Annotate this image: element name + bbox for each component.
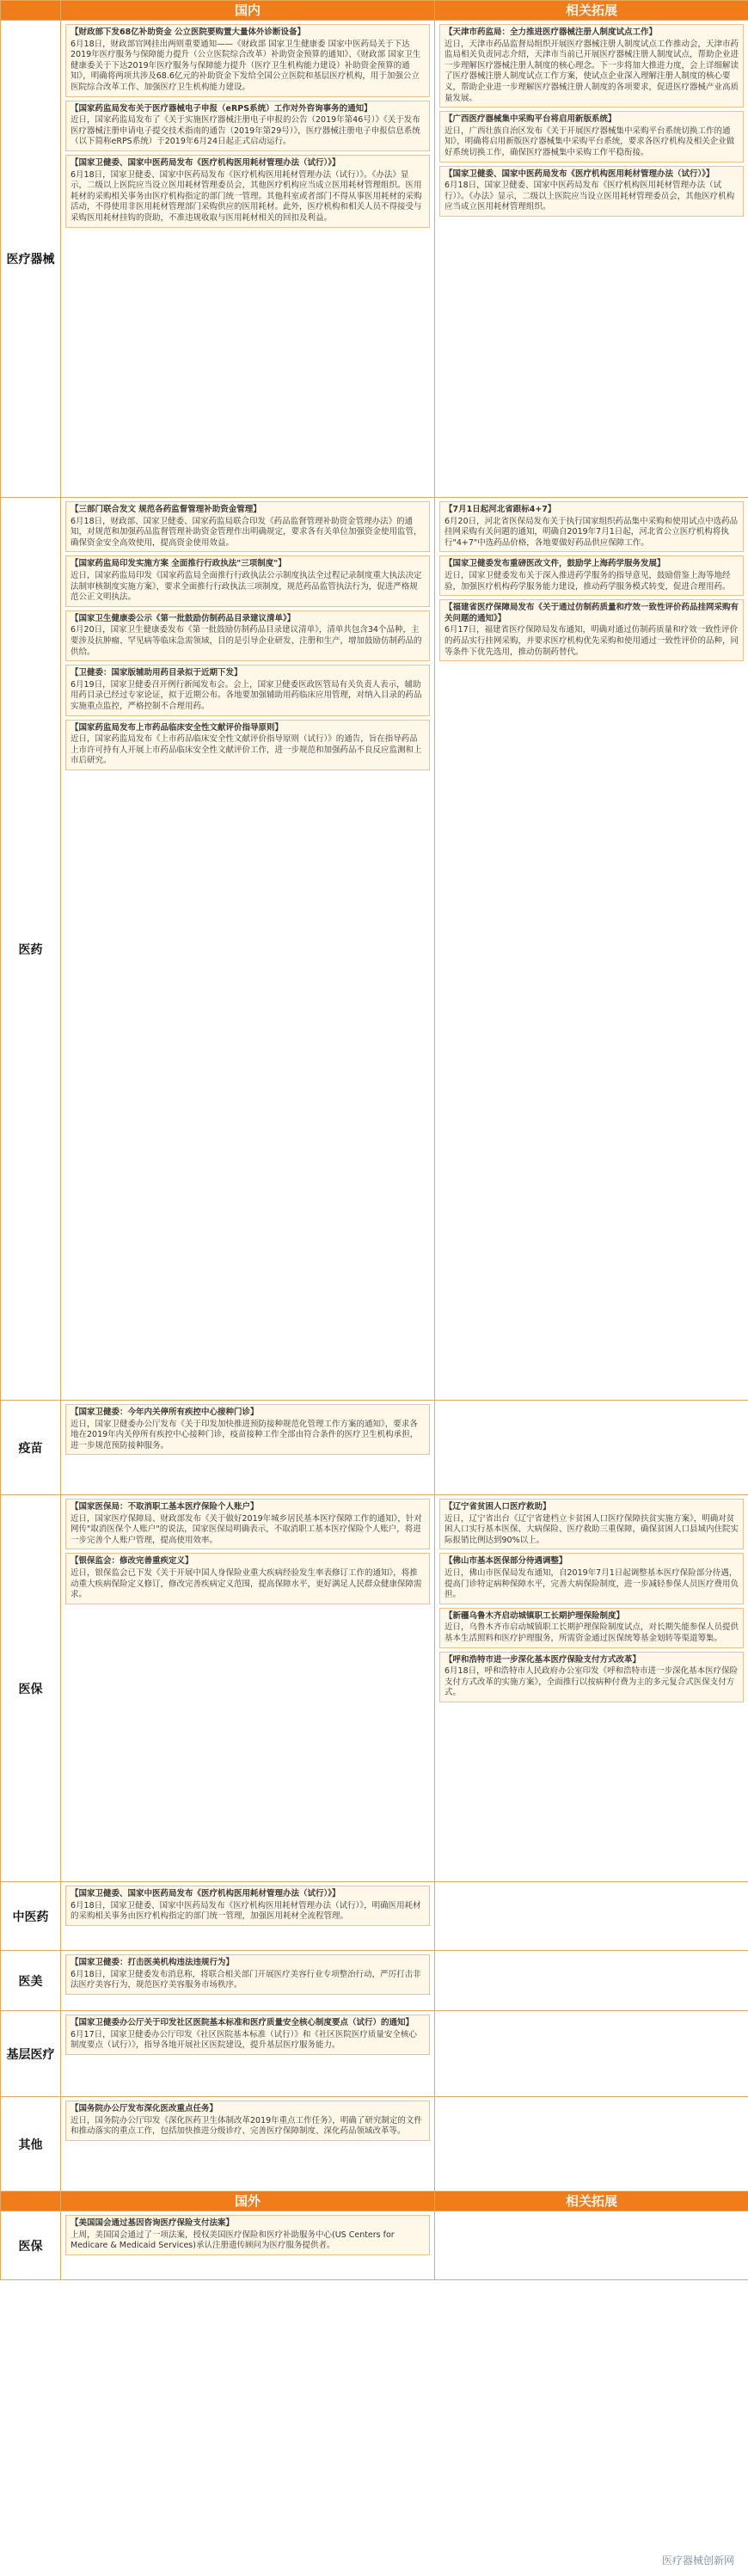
news-title: 【卫健委：国家版辅助用药目录拟于近期下发】 bbox=[71, 668, 242, 678]
table-header bbox=[1, 1, 748, 21]
news-item[interactable] bbox=[65, 155, 430, 228]
right-column bbox=[435, 1951, 748, 2011]
right-column bbox=[435, 1882, 748, 1951]
news-title: 【国家卫健委、国家中医药局发布《医疗机构医用耗材管理办法（试行）》】 bbox=[71, 1889, 340, 1898]
news-title: 【国务院办公厅发布深化医改重点任务】 bbox=[71, 2104, 218, 2113]
header-domestic: 国内 bbox=[61, 1, 435, 21]
news-body: 近日，国家药监局发布了《关于实施医疗器械注册电子申报的公告（2019年第46号）》《关于发布医疗器械注册申请电子提交技术指南的通告（2019年第29号）》，医疗器械注册电子申报信息系统（以下简称eRPS系统）于2019年6月24日起正式启动运行。 bbox=[71, 115, 420, 147]
news-title: 【国家药监局发布上市药品临床安全性文献评价指导原则】 bbox=[71, 722, 284, 733]
news-body: 6月18日，国家卫健委发布消息称，将联合相关部门开展医疗美容行业专项整治行动，严厉打击非法医疗美容行为，规范医疗美容服务市场秩序。 bbox=[71, 1969, 421, 1990]
news-title: 【美国国会通过基因咨询医疗保险支付法案】 bbox=[71, 2218, 235, 2228]
news-item[interactable] bbox=[439, 599, 744, 661]
news-body: 6月20日，国家卫生健康委发布《第一批鼓励仿制药品目录建议清单》，清单共包含34个品种，主要涉及抗肿瘤、罕见病等临床急需领域，目的是引导企业研发、注册和生产，增加鼓励仿制药品的供给。 bbox=[71, 625, 422, 657]
category-label: 医保 bbox=[1, 2211, 61, 2280]
news-title: 【佛山市基本医保部分待遇调整】 bbox=[445, 1556, 567, 1567]
news-item[interactable] bbox=[65, 610, 430, 661]
news-title: 【新疆乌鲁木齐启动城镇职工长期护理保险制度】 bbox=[445, 1610, 625, 1621]
news-body: 近日，国家药监局发布《上市药品临床安全性文献评价指导原则（试行）》的通告，旨在指导药品上市许可持有人开展上市药品临床安全性文献评价工作，进一步规范和加强药品不良反应监测和上市后研究。 bbox=[71, 734, 422, 766]
left-column bbox=[61, 1495, 435, 1882]
news-title: 【银保监会：修改完善重疾定义】 bbox=[71, 1556, 193, 1567]
news-item[interactable] bbox=[439, 555, 744, 596]
news-item[interactable] bbox=[439, 1652, 744, 1702]
section-row bbox=[1, 498, 748, 1401]
header-empty bbox=[1, 1, 61, 21]
left-column bbox=[61, 2097, 435, 2192]
news-item[interactable] bbox=[65, 665, 430, 715]
news-body: 近日，佛山市医保局发布通知，自2019年7月1日起调整基本医疗保险部分待遇，提高门诊特定病种保障水平，完善大病保险制度，进一步减轻参保人员医疗费用负担。 bbox=[445, 1567, 739, 1600]
news-title: 【辽宁省贫困人口医疗救助】 bbox=[445, 1502, 551, 1512]
news-body: 6月18日，财政部官网挂出两则重要通知——《财政部 国家卫生健康委 国家中医药局关于下达2019年医疗服务与保障能力提升（公立医院综合改革）补助资金预算的通知》、《财政部 国家卫生健康委关于下达2019年医疗服务与保障能力提升（医疗卫生机构能力建设）补助资金预算的通知》，明确将两项共涉及68.6亿元的补助资金下发给全国公立医院和基层医疗机构，用于加强公立医院综合改革工作、加强医疗卫生机构能力建设。 bbox=[71, 39, 421, 92]
news-body: 近日，天津市药品监督局组织开展医疗器械注册人制度试点工作推动会，天津市药监局相关负责同志介绍，天津市当前已开展医疗器械注册人制度试点，帮助企业进一步理解医疗器械注册人制度的核心理念。下一步将加大推进力度，会上详细解读了医疗器械注册人制度试点工作方案，使试点企业深入理解注册人制度的核心要义，帮助企业进一步理解医疗器械注册人制度的各项要求，促进医疗器械产业高质量发展。 bbox=[445, 39, 739, 103]
news-body: 6月17日，福建省医疗保障局发布通知，明确对通过仿制药质量和疗效一致性评价的药品实行挂网采购，并要求医疗机构优先采购和使用通过一致性评价的品种，同等条件下优先选用，推动仿制药替代。 bbox=[445, 625, 739, 657]
news-item[interactable] bbox=[65, 1499, 430, 1549]
category-label: 医美 bbox=[1, 1951, 61, 2011]
left-column bbox=[61, 2011, 435, 2097]
news-item[interactable] bbox=[65, 1954, 430, 1995]
news-item[interactable] bbox=[65, 2015, 430, 2055]
news-body: 近日，乌鲁木齐市启动城镇职工长期护理保险制度试点，对长期失能参保人员提供基本生活照料和医疗护理服务，所需资金通过医保统筹基金划转等渠道筹集。 bbox=[445, 1622, 739, 1643]
right-column bbox=[435, 2097, 748, 2192]
left-column bbox=[61, 498, 435, 1401]
news-title: 【国家医保局：不取消职工基本医疗保险个人账户】 bbox=[71, 1502, 259, 1512]
news-title: 【呼和浩特市进一步深化基本医疗保险支付方式改革】 bbox=[445, 1654, 641, 1665]
news-body: 近日，国家药监局印发《国家药监局全面推行行政执法公示制度执法全过程记录制度重大执法决定法制审核制度实施方案》，要求全面推行行政执法三项制度，规范药品监管执法行为，促进严格规范公正文明执法。 bbox=[71, 570, 422, 603]
news-title: 【福建省医疗保障局发布《关于通过仿制药质量和疗效一致性评价药品挂网采购有关问题的通知》】 bbox=[445, 603, 739, 623]
right-column bbox=[435, 2211, 748, 2280]
section-row bbox=[1, 2011, 748, 2097]
news-body: 6月18日，国家卫健委、国家中医药局发布《医疗机构医用耗材管理办法（试行）》，明确医用耗材的采购相关事务由医疗机构指定的部门统一管理，加强医用耗材全流程管理。 bbox=[71, 1900, 421, 1922]
header-related: 相关拓展 bbox=[435, 1, 748, 21]
right-column bbox=[435, 1495, 748, 1882]
news-title: 【天津市药监局：全力推进医疗器械注册人制度试点工作】 bbox=[445, 28, 658, 37]
table-header-foreign bbox=[1, 2192, 748, 2211]
news-title: 【国家卫健委、国家中医药局发布《医疗机构医用耗材管理办法（试行）》】 bbox=[71, 157, 340, 168]
news-body: 近日，国家医疗保障局、财政部发布《关于做好2019年城乡居民基本医疗保障工作的通知》，针对网传"取消医保个人账户"的说法，国家医保局明确表示，不取消职工基本医疗保险个人账户，将进一步完善个人账户管理，提高使用效率。 bbox=[71, 1513, 422, 1545]
left-column bbox=[61, 1882, 435, 1951]
news-title: 【7月1日起河北省跟标4+7】 bbox=[445, 505, 556, 514]
right-column bbox=[435, 498, 748, 1401]
news-item[interactable] bbox=[65, 24, 430, 97]
news-title: 【国家卫健委：今年内关停所有疾控中心接种门诊】 bbox=[71, 1408, 259, 1417]
news-item[interactable] bbox=[439, 24, 744, 107]
news-item[interactable] bbox=[65, 2101, 430, 2141]
category-label: 中医药 bbox=[1, 1882, 61, 1951]
category-label: 医保 bbox=[1, 1495, 61, 1882]
category-label: 疫苗 bbox=[1, 1401, 61, 1495]
left-column bbox=[61, 1401, 435, 1495]
category-label: 其他 bbox=[1, 2097, 61, 2192]
left-column bbox=[61, 2211, 435, 2280]
category-label: 医药 bbox=[1, 498, 61, 1401]
news-item[interactable] bbox=[65, 555, 430, 606]
news-item[interactable] bbox=[439, 111, 744, 162]
news-item[interactable] bbox=[65, 101, 430, 151]
category-label: 医疗器械 bbox=[1, 21, 61, 498]
news-title: 【国家卫健委发布重磅医改文件，鼓励学上海药学服务发展】 bbox=[445, 559, 665, 569]
news-body: 近日，国家卫健委办公厅发布《关于印发加快推进预防接种规范化管理工作方案的通知》，要求各地在2019年内关停所有疾控中心接种门诊，疫苗接种工作全部由符合条件的医疗卫生机构承担，进一步规范预防接种服务。 bbox=[71, 1419, 419, 1451]
news-title: 【三部门联合发文 规范各药监督管理补助资金管理】 bbox=[71, 505, 261, 514]
news-item[interactable] bbox=[439, 1608, 744, 1648]
left-column bbox=[61, 21, 435, 498]
news-title: 【国家药监局发布关于医疗器械电子申报（eRPS系统）工作对外咨询事务的通知】 bbox=[71, 103, 372, 113]
section-row bbox=[1, 2097, 748, 2192]
news-item[interactable] bbox=[439, 1553, 744, 1604]
news-item[interactable] bbox=[65, 501, 430, 552]
left-column bbox=[61, 1951, 435, 2011]
header-related-2: 相关拓展 bbox=[435, 2192, 748, 2211]
news-item[interactable] bbox=[439, 501, 744, 552]
news-body: 6月18日，国家卫健委、国家中医药局发布《医疗机构医用耗材管理办法（试行）》。《办法》显示，二级以上医院应当设立医用耗材管理委员会，其他医疗机构应当成立医用耗材管理组织。医用耗材的采购相关事务由医疗机构指定的部门统一管理。其他科室或者部门不得从事医用耗材的采购活动，不得使用非医用耗材管理部门采购供应的医用耗材。此外，医疗机构和相关人员不得接受与采购医用耗材挂钩的资助，不准违规收取与医用耗材相关的回扣及利益。 bbox=[71, 169, 422, 223]
news-item[interactable] bbox=[65, 720, 430, 770]
right-column bbox=[435, 21, 748, 498]
watermark: 医疗器械创新网 bbox=[657, 2551, 739, 2569]
right-column bbox=[435, 2011, 748, 2097]
news-title: 【国家卫健委、国家中医药局发布《医疗机构医用耗材管理办法（试行）》】 bbox=[445, 169, 714, 179]
news-item[interactable] bbox=[65, 1553, 430, 1604]
right-column bbox=[435, 1401, 748, 1495]
header-foreign: 国外 bbox=[61, 2192, 435, 2211]
news-body: 6月17日，国家卫健委办公厅印发《社区医院基本标准（试行）》和《社区医院医疗质量安全核心制度要点（试行）》，指导各地开展社区医院建设，提升基层医疗服务能力。 bbox=[71, 2029, 417, 2051]
news-body: 6月18日，呼和浩特市人民政府办公室印发《呼和浩特市进一步深化基本医疗保险支付方式改革的实施方案》，全面推行以按病种付费为主的多元复合式医保支付方式。 bbox=[445, 1666, 739, 1698]
news-body: 6月18日，国家卫健委、国家中医药局发布《医疗机构医用耗材管理办法（试行）》。《办法》显示，二级以上医院应当设立医用耗材管理委员会，其他医疗机构应当成立医用耗材管理组织。 bbox=[445, 181, 735, 212]
news-title: 【广西医疗器械集中采购平台将启用新版系统】 bbox=[445, 114, 616, 125]
news-body: 6月20日，河北省医保局发布关于执行国家组织药品集中采购和使用试点中选药品挂网采购有关问题的通知，明确自2019年7月1日起，河北省公立医疗机构将执行"4+7"中选药品价格，各地要做好药品供应保障工作。 bbox=[445, 516, 739, 548]
news-body: 近日，国务院办公厅印发《深化医药卫生体制改革2019年重点工作任务》，明确了研究制定的文件和推动落实的重点工作，包括加快推进分级诊疗、完善医疗保障制度、深化药品领域改革等。 bbox=[71, 2115, 422, 2137]
section-row bbox=[1, 1495, 748, 1882]
section-row bbox=[1, 1882, 748, 1951]
news-title: 【国家药监局印发实施方案 全面推行行政执法"三项制度"】 bbox=[71, 559, 286, 569]
news-title: 【国家卫生健康委公示《第一批鼓励仿制药品目录建议清单》】 bbox=[71, 613, 296, 623]
news-body: 近日，银保监会已下发《关于开展中国人身保险业重大疾病经验发生率表修订工作的通知》，将推动重大疾病保险定义修订，修改完善疾病定义范围，提高保障水平，更好满足人民群众健康保障需求。 bbox=[71, 1567, 422, 1600]
news-body: 近日，广西壮族自治区发布《关于开展医疗器械集中采购平台系统切换工作的通知》，明确将启用新版医疗器械集中采购平台系统，要求各医疗机构及相关企业做好系统切换工作，确保医疗器械集中采购工作平稳衔接。 bbox=[445, 126, 735, 157]
category-label: 基层医疗 bbox=[1, 2011, 61, 2097]
news-item[interactable] bbox=[65, 1886, 430, 1926]
section-row bbox=[1, 2211, 748, 2280]
section-row bbox=[1, 21, 748, 498]
news-item[interactable] bbox=[65, 1404, 430, 1455]
news-body: 上周，美国国会通过了一项法案，授权美国医疗保险和医疗补助服务中心(US Centers for Medicare & Medicaid Services)承认注册遗传顾问为医疗服务提供者。 bbox=[71, 2229, 395, 2251]
news-body: 6月18日，财政部、国家卫健委、国家药监局联合印发《药品监督管理补助资金管理办法》的通知，对规范和加强药品监督管理补助资金管理作出明确规定，要求各有关单位加强资金使用监管，确保资金安全高效使用，提高资金使用效益。 bbox=[71, 516, 422, 548]
section-row bbox=[1, 1401, 748, 1495]
news-item[interactable] bbox=[65, 2215, 430, 2255]
news-title: 【国家卫健委：打击医美机构违法违规行为】 bbox=[71, 1958, 235, 1967]
section-row bbox=[1, 1951, 748, 2011]
news-body: 近日，国家卫健委发布关于深入推进药学服务的指导意见，鼓励借鉴上海等地经验，加强医疗机构药学服务能力建设，推动药学服务模式转变，促进合理用药。 bbox=[445, 570, 731, 592]
news-item[interactable] bbox=[439, 1499, 744, 1549]
header-empty-2 bbox=[1, 2192, 61, 2211]
news-item[interactable] bbox=[439, 166, 744, 217]
news-body: 近日，辽宁省出台《辽宁省建档立卡贫困人口医疗保障扶贫实施方案》，明确对贫困人口实行基本医保、大病保险、医疗救助三重保障，确保贫困人口县域内住院实际报销比例达到90%以上。 bbox=[445, 1513, 739, 1545]
news-title: 【财政部下发68亿补助资金 公立医院要购置大量体外诊断设备】 bbox=[71, 28, 306, 37]
news-body: 6月19日，国家卫健委召开例行新闻发布会。会上，国家卫健委医政医管局有关负责人表示，辅助用药目录已经过专家论证，拟于近期公布。各地要加强辅助用药临床应用管理，对纳入目录的药品实施重点监控，严格控制不合理用药。 bbox=[71, 679, 422, 711]
news-title: 【国家卫健委办公厅关于印发社区医院基本标准和医疗质量安全核心制度要点（试行）的通知】 bbox=[71, 2018, 414, 2027]
